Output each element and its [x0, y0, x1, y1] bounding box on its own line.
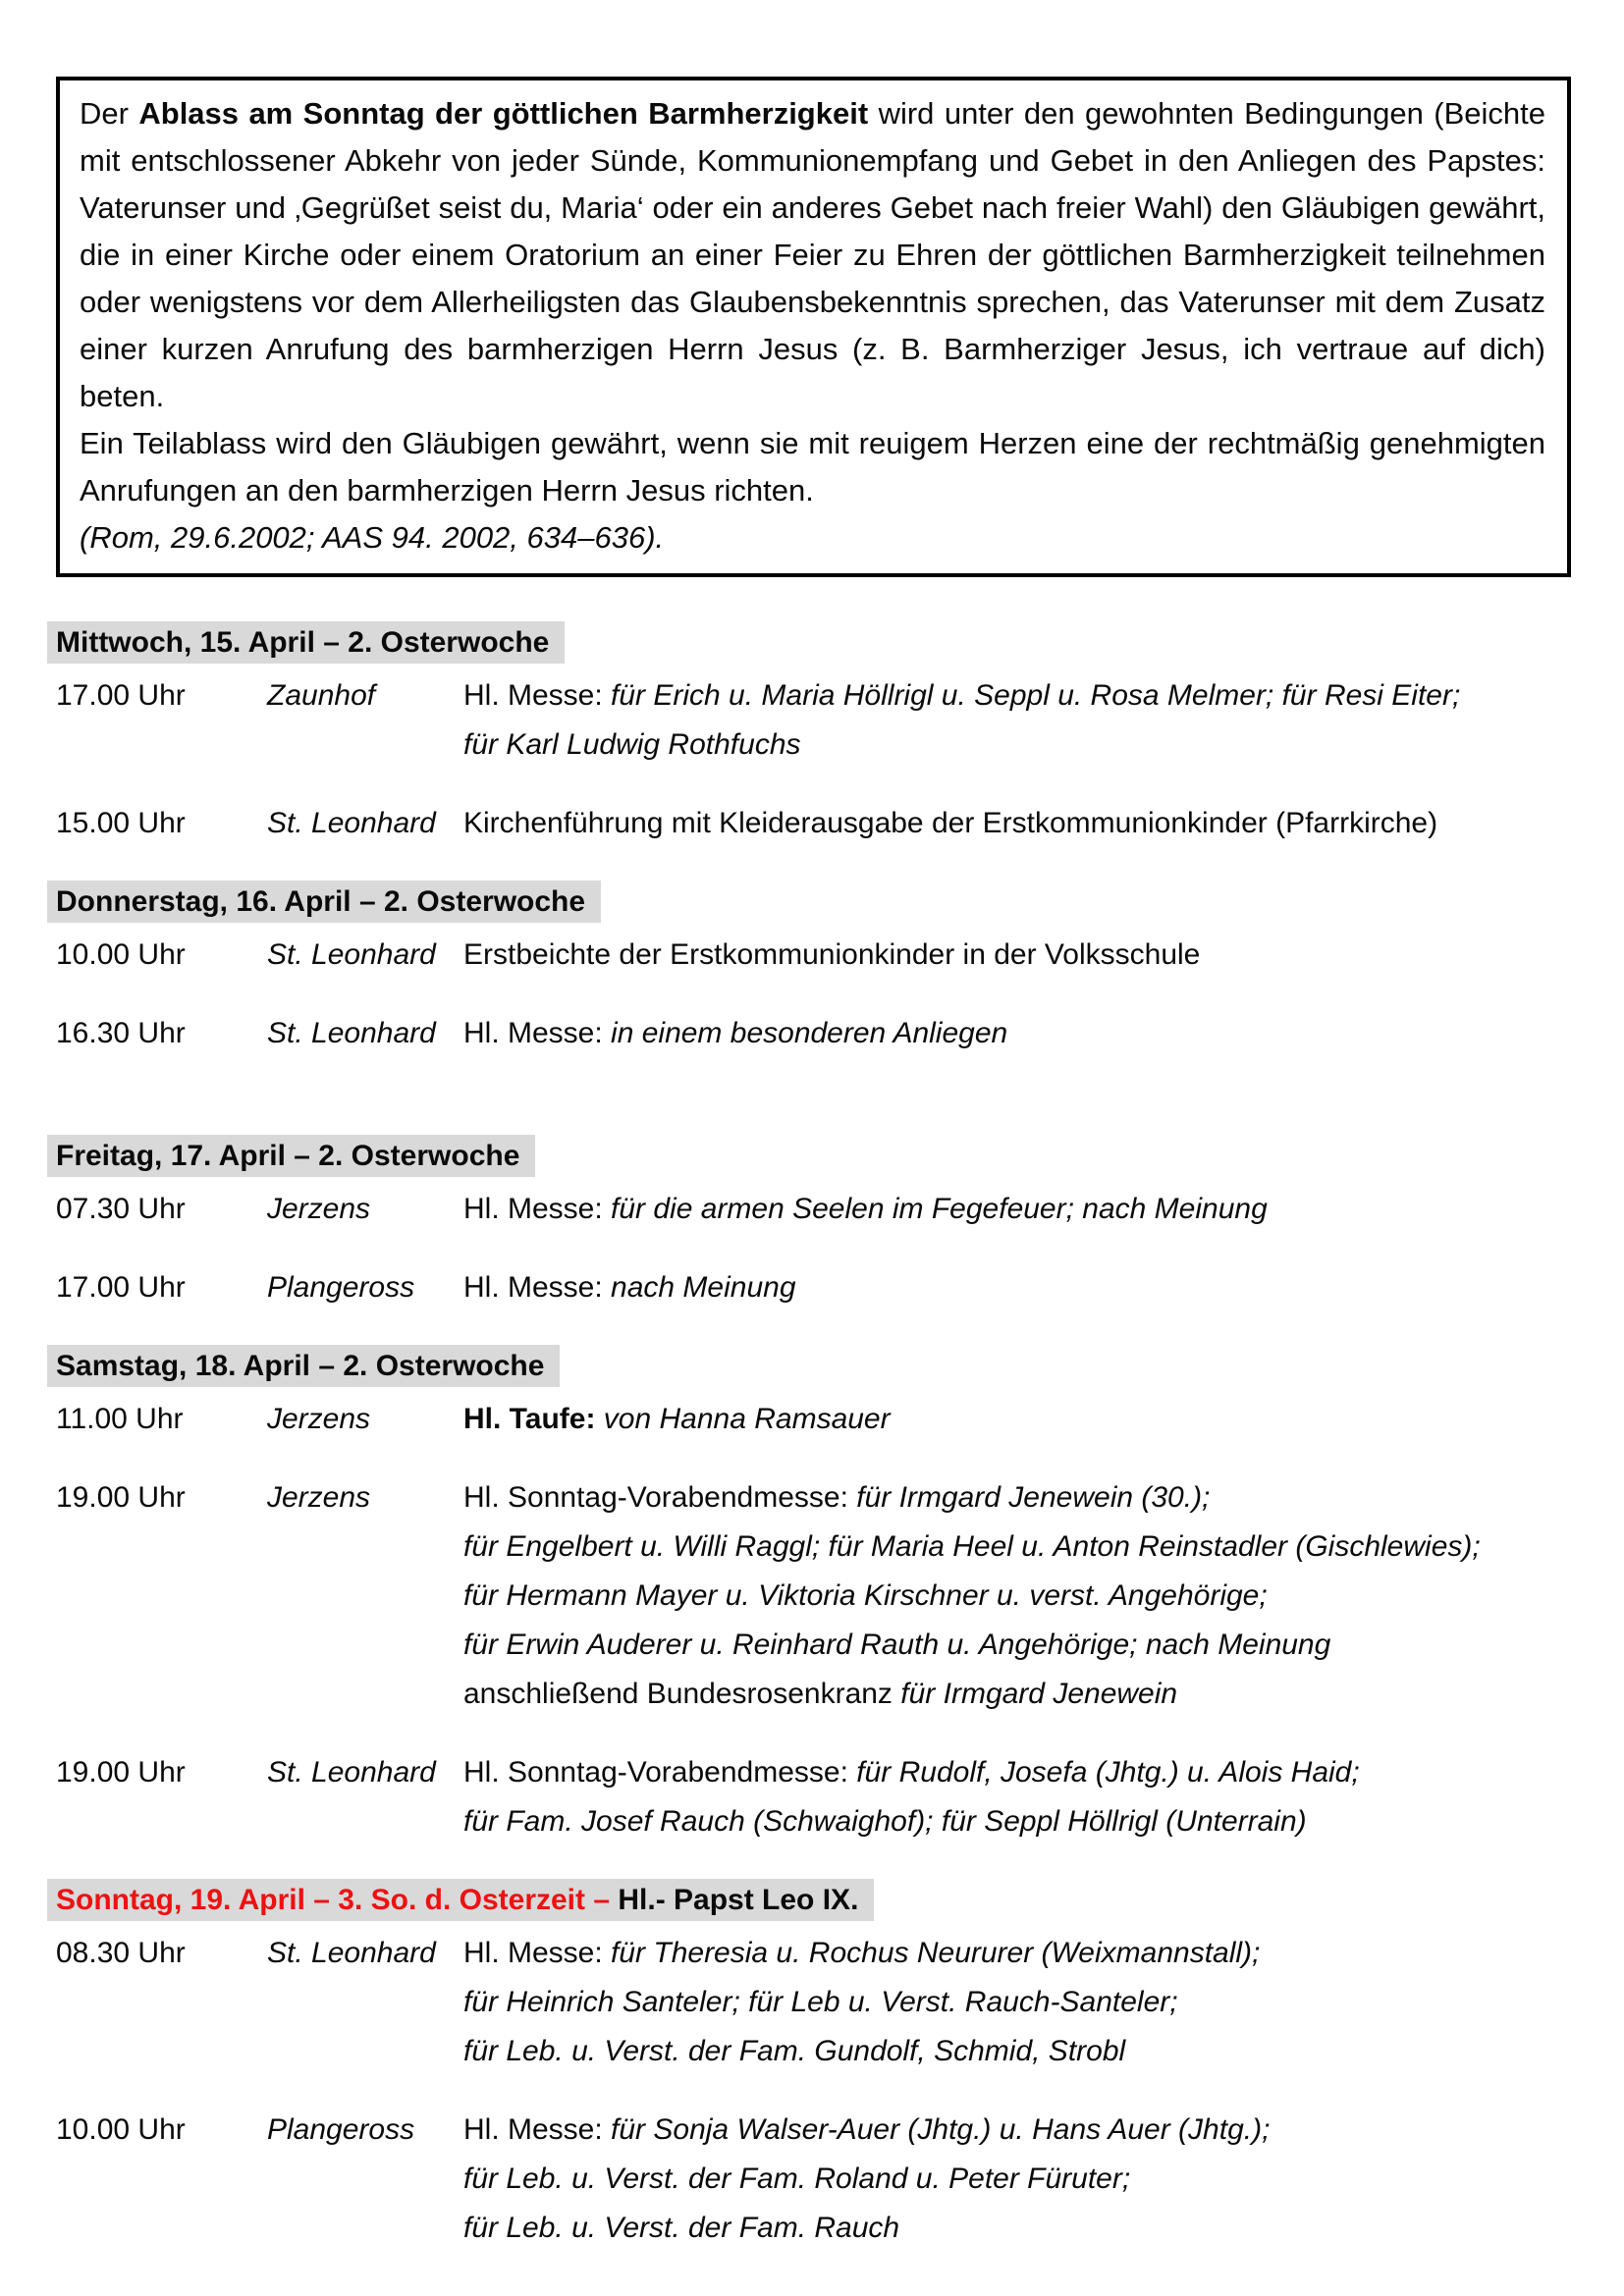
notice-citation: (Rom, 29.6.2002; AAS 94. 2002, 634–636). [80, 520, 665, 555]
desc-italic: für Irmgard Jenewein [900, 1678, 1178, 1710]
schedule-entry [56, 671, 1571, 770]
notice-paragraph-1 [80, 96, 1545, 413]
entry-description [463, 1929, 1571, 2076]
entry-description [463, 931, 1571, 980]
desc-italic: für die armen Seelen im Fegefeuer; nach Meinung [611, 1193, 1268, 1225]
desc-italic: für Heinrich Santeler; für Leb u. Verst. Rauch-Santeler; [463, 1986, 1178, 2018]
day-header-highlight: Mittwoch, 15. April – 2. Osterwoche [47, 621, 565, 664]
desc-italic: für Rudolf, Josefa (Jhtg.) u. Alois Haid; [856, 1756, 1360, 1789]
entry-description [463, 1009, 1571, 1058]
entry-time: 16.30 Uhr [56, 1017, 186, 1049]
description-line [463, 1621, 1571, 1670]
indulgence-notice-box [56, 77, 1571, 577]
desc-italic: für Leb. u. Verst. der Fam. Gundolf, Schmid, Strobl [463, 2035, 1126, 2067]
description-line [463, 1395, 1571, 1444]
schedule-entry [56, 1748, 1571, 1846]
schedule-entry [56, 1929, 1571, 2076]
notice-title-bold: Ablass am Sonntag der göttlichen Barmherzigkeit [138, 96, 869, 131]
entry-description [463, 671, 1571, 770]
entry-place: St. Leonhard [267, 1937, 436, 1969]
entry-place: St. Leonhard [267, 1017, 436, 1049]
entry-description [463, 1395, 1571, 1444]
desc-normal: anschließend Bundesrosenkranz [463, 1678, 901, 1710]
schedule-entry [56, 1473, 1571, 1719]
entry-time: 17.00 Uhr [56, 679, 186, 712]
desc-italic: nach Meinung [611, 1271, 796, 1304]
description-line [463, 2204, 1571, 2253]
entry-place: St. Leonhard [267, 807, 436, 839]
desc-normal: Erstbeichte der Erstkommunionkinder in der Volksschule [463, 938, 1201, 971]
desc-italic: für Erich u. Maria Höllrigl u. Seppl u. Rosa Melmer; für Resi Eiter; [611, 679, 1461, 712]
entry-time: 17.00 Uhr [56, 1271, 186, 1304]
day-header-black-text: Hl.- Papst Leo IX. [618, 1884, 859, 1916]
entry-description [463, 1748, 1571, 1846]
schedule-entry [56, 1009, 1571, 1058]
description-line [463, 1748, 1571, 1797]
entry-place: Jerzens [267, 1481, 371, 1514]
section-header-freitag [56, 1132, 1571, 1181]
entry-time: 10.00 Uhr [56, 2113, 186, 2146]
schedule-entry [56, 1395, 1571, 1444]
section-header-samstag [56, 1342, 1571, 1391]
description-line [463, 1670, 1571, 1719]
section-header-donnerstag [56, 878, 1571, 927]
entry-time: 19.00 Uhr [56, 1756, 186, 1789]
entry-place: Plangeross [267, 2113, 415, 2146]
description-line [463, 721, 1571, 770]
entry-place: St. Leonhard [267, 938, 436, 971]
desc-italic: für Hermann Mayer u. Viktoria Kirschner u. verst. Angehörige; [463, 1579, 1268, 1612]
desc-normal: Hl. Messe: [463, 1193, 612, 1225]
desc-italic: für Leb. u. Verst. der Fam. Rauch [463, 2212, 900, 2244]
day-header-highlight: Samstag, 18. April – 2. Osterwoche [47, 1345, 560, 1387]
description-line [463, 1009, 1571, 1058]
description-line [463, 2027, 1571, 2076]
description-line [463, 1263, 1571, 1312]
schedule-entry [56, 1185, 1571, 1234]
desc-normal: Hl. Messe: [463, 1017, 612, 1049]
section-header-sonntag [56, 1876, 1571, 1925]
desc-normal: Hl. Sonntag-Vorabendmesse: [463, 1756, 857, 1789]
day-header-highlight [47, 1879, 874, 1921]
desc-italic: für Sonja Walser-Auer (Jhtg.) u. Hans Auer (Jhtg.); [611, 2113, 1271, 2146]
desc-italic: für Fam. Josef Rauch (Schwaighof); für Seppl Höllrigl (Unterrain) [463, 1805, 1307, 1838]
entry-place: Plangeross [267, 1271, 415, 1304]
description-line [463, 1978, 1571, 2027]
desc-normal: Hl. Messe: [463, 2113, 612, 2146]
entry-time: 08.30 Uhr [56, 1937, 186, 1969]
entry-time: 10.00 Uhr [56, 938, 186, 971]
notice-text-pre: Der [80, 96, 139, 131]
entry-time: 07.30 Uhr [56, 1193, 186, 1225]
description-line [463, 671, 1571, 721]
description-line [463, 1522, 1571, 1572]
entry-time: 15.00 Uhr [56, 807, 186, 839]
schedule-entry [56, 931, 1571, 980]
desc-italic: für Irmgard Jenewein (30.); [856, 1481, 1211, 1514]
description-line [463, 1572, 1571, 1621]
description-line [463, 1929, 1571, 1978]
desc-normal: Hl. Sonntag-Vorabendmesse: [463, 1481, 857, 1514]
day-header-red-text: Sonntag, 19. April – 3. So. d. Osterzeit – [56, 1884, 619, 1916]
description-line [463, 1185, 1571, 1234]
entry-place: St. Leonhard [267, 1756, 436, 1789]
section-header-mittwoch [56, 618, 1571, 667]
entry-description [463, 799, 1571, 848]
description-line [463, 799, 1571, 848]
description-line [463, 1797, 1571, 1846]
description-line [463, 1473, 1571, 1522]
description-line [463, 2106, 1571, 2155]
desc-italic: für Erwin Auderer u. Reinhard Rauth u. Angehörige; nach Meinung [463, 1629, 1331, 1661]
desc-normal: Hl. Messe: [463, 1271, 612, 1304]
desc-normal: Hl. Messe: [463, 1937, 612, 1969]
entry-description [463, 1263, 1571, 1312]
entry-time: 11.00 Uhr [56, 1403, 184, 1435]
entry-time: 19.00 Uhr [56, 1481, 186, 1514]
desc-italic: für Engelbert u. Willi Raggl; für Maria Heel u. Anton Reinstadler (Gischlewies); [463, 1530, 1481, 1563]
entry-place: Zaunhof [267, 679, 376, 712]
desc-italic: für Karl Ludwig Rothfuchs [463, 728, 801, 761]
desc-bold: Hl. Taufe: [463, 1403, 604, 1435]
schedule-entry [56, 1263, 1571, 1312]
description-line [463, 2155, 1571, 2204]
desc-italic: für Leb. u. Verst. der Fam. Roland u. Peter Füruter; [463, 2163, 1131, 2195]
desc-italic: für Theresia u. Rochus Neururer (Weixmannstall); [611, 1937, 1261, 1969]
schedule-entry [56, 2106, 1571, 2253]
day-header-highlight: Freitag, 17. April – 2. Osterwoche [47, 1135, 535, 1177]
description-line [463, 931, 1571, 980]
notice-text-rest: wird unter den gewohnten Bedingungen (Beichte mit entschlossener Abkehr von jeder Sünde, Kommunionempfang und Gebet in den Anliegen des Papstes: Vaterunser und ‚Gegrüßet seist du, Maria‘ oder ein anderes Gebet nach freier Wahl) den Gläubigen gewährt, die in einer Kirche oder einem Oratorium an einer Feier zu Ehren der göttlichen Barmherzigkeit teilnehmen oder wenigstens vor dem Allerheiligsten das Glaubensbekenntnis sprechen, das Vaterunser mit dem Zusatz einer kurzen Anrufung des barmherzigen Herrn Jesus (z. B. Barmherziger Jesus, ich vertraue auf dich) beten. [80, 96, 1545, 413]
desc-italic: von Hanna Ramsauer [603, 1403, 891, 1435]
desc-italic: in einem besonderen Anliegen [611, 1017, 1008, 1049]
entry-place: Jerzens [267, 1403, 371, 1435]
day-header-highlight: Donnerstag, 16. April – 2. Osterwoche [47, 881, 601, 923]
schedule-entry [56, 799, 1571, 848]
desc-normal: Hl. Messe: [463, 679, 612, 712]
entry-description [463, 1473, 1571, 1719]
notice-paragraph-2: Ein Teilablass wird den Gläubigen gewährt, wenn sie mit reuigem Herzen eine der rechtmäßig genehmigten Anrufungen an den barmherzigen Herrn Jesus richten. [80, 426, 1545, 507]
entry-place: Jerzens [267, 1193, 371, 1225]
entry-description [463, 1185, 1571, 1234]
desc-normal: Kirchenführung mit Kleiderausgabe der Erstkommunionkinder (Pfarrkirche) [463, 807, 1438, 839]
entry-description [463, 2106, 1571, 2253]
